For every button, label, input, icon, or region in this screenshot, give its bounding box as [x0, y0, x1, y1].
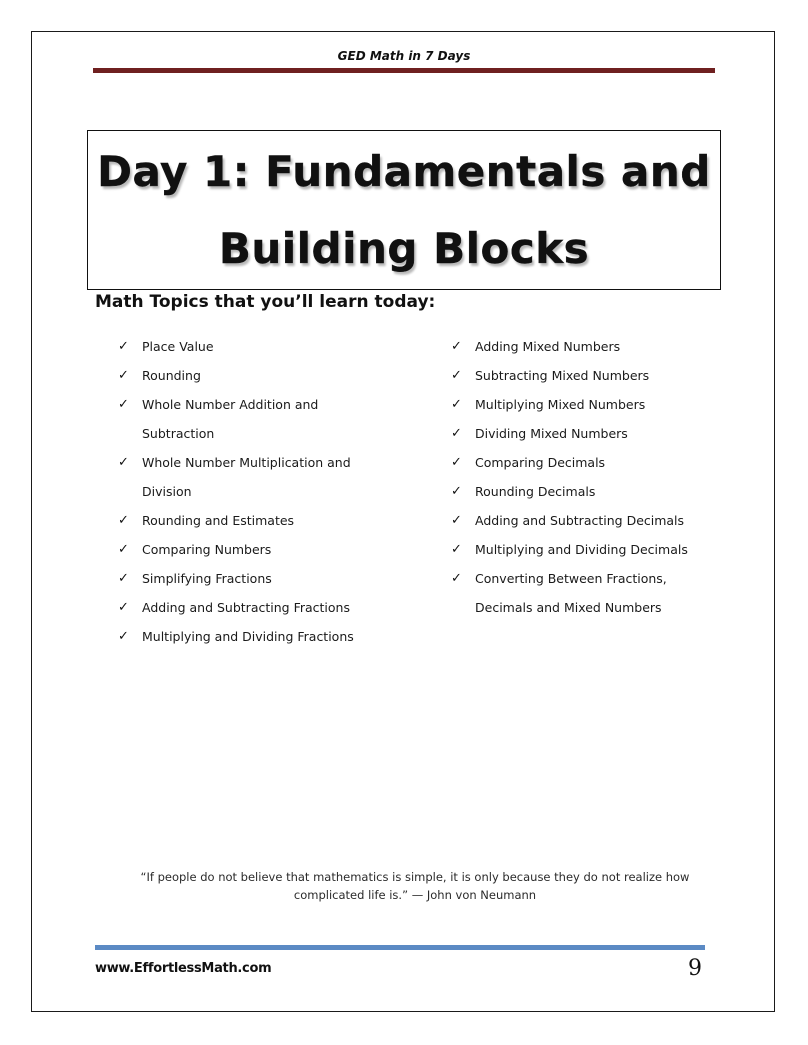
topic-item-label: Comparing Numbers [142, 542, 272, 557]
chapter-title-line-1: Day 1: Fundamentals and [97, 147, 711, 196]
topic-item [118, 361, 418, 390]
topic-item-label: Rounding [142, 368, 201, 383]
topic-list-right [451, 332, 751, 622]
topic-item-label: Dividing Mixed Numbers [475, 426, 628, 441]
topic-item-label: Simplifying Fractions [142, 571, 272, 586]
checkmark-icon: ✓ [451, 426, 462, 441]
topic-item-label: Decimals and Mixed Numbers [475, 600, 662, 615]
checkmark-icon: ✓ [118, 455, 129, 470]
topic-item [451, 448, 751, 477]
topic-item [118, 390, 418, 448]
checkmark-icon: ✓ [118, 513, 129, 528]
checkmark-icon: ✓ [451, 571, 462, 586]
topic-item [451, 564, 751, 622]
checkmark-icon: ✓ [118, 542, 129, 557]
checkmark-icon: ✓ [118, 397, 129, 412]
checkmark-icon: ✓ [451, 339, 462, 354]
topic-item [451, 332, 751, 361]
topic-item [118, 448, 418, 506]
topic-item [451, 361, 751, 390]
checkmark-icon: ✓ [451, 484, 462, 499]
topic-item-label: Multiplying and Dividing Fractions [142, 629, 354, 644]
topic-item [118, 535, 418, 564]
chapter-title-box [87, 130, 721, 290]
footer-website: www.EffortlessMath.com [95, 961, 272, 976]
checkmark-icon: ✓ [118, 571, 129, 586]
running-header: GED Math in 7 Days [337, 49, 471, 63]
topic-item-label: Converting Between Fractions, [475, 571, 667, 586]
page-number: 9 [688, 956, 702, 981]
checkmark-icon: ✓ [451, 513, 462, 528]
checkmark-icon: ✓ [451, 455, 462, 470]
topic-item-label: Place Value [142, 339, 214, 354]
topic-list-left [118, 332, 418, 651]
topic-item-label: Subtracting Mixed Numbers [475, 368, 650, 383]
topic-item-label: Adding Mixed Numbers [475, 339, 621, 354]
checkmark-icon: ✓ [118, 600, 129, 615]
checkmark-icon: ✓ [451, 542, 462, 557]
topic-item-label: Multiplying and Dividing Decimals [475, 542, 688, 557]
topic-item-label: Whole Number Addition and [142, 397, 319, 412]
chapter-title [97, 133, 711, 287]
topic-item-label: Rounding and Estimates [142, 513, 295, 528]
topic-item-label: Comparing Decimals [475, 455, 606, 470]
header-rule [93, 68, 715, 73]
topic-item-label: Adding and Subtracting Fractions [142, 600, 350, 615]
topic-item-label: Division [142, 484, 192, 499]
topic-item [118, 564, 418, 593]
topic-item-label: Whole Number Multiplication and [142, 455, 351, 470]
checkmark-icon: ✓ [451, 368, 462, 383]
checkmark-icon: ✓ [118, 339, 129, 354]
topic-item [451, 390, 751, 419]
topic-item [118, 332, 418, 361]
checkmark-icon: ✓ [118, 629, 129, 644]
topic-item [451, 535, 751, 564]
topic-item [451, 419, 751, 448]
checkmark-icon: ✓ [118, 368, 129, 383]
topic-item [118, 622, 418, 651]
footer-rule [95, 945, 705, 950]
topic-item-label: Subtraction [142, 426, 215, 441]
topic-item [451, 477, 751, 506]
topic-item-label: Adding and Subtracting Decimals [475, 513, 685, 528]
topic-item [118, 506, 418, 535]
topic-item [451, 506, 751, 535]
quote: “If people do not believe that mathematics is simple, it is only because they do not realize how complicated life is.” — John von Neumann [140, 870, 690, 902]
chapter-title-line-2: Building Blocks [218, 224, 590, 273]
topic-item [118, 593, 418, 622]
topics-heading: Math Topics that you’ll learn today: [95, 292, 436, 312]
topic-item-label: Rounding Decimals [475, 484, 596, 499]
topic-item-label: Multiplying Mixed Numbers [475, 397, 646, 412]
checkmark-icon: ✓ [451, 397, 462, 412]
